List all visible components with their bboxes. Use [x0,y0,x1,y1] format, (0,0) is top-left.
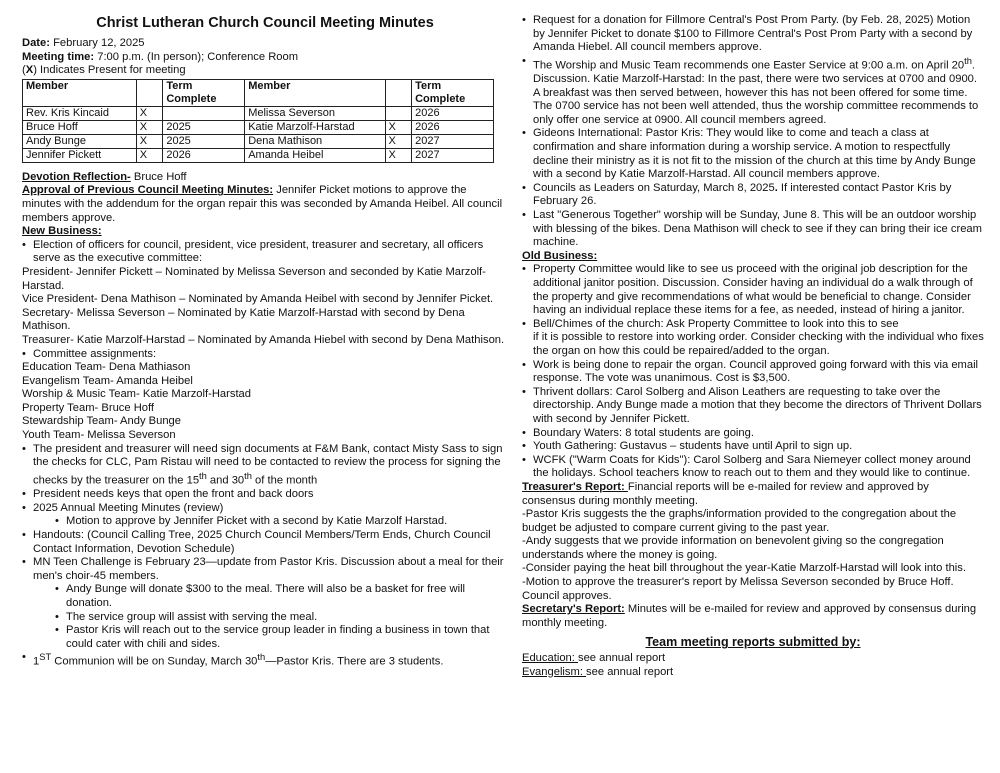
table-header: Member [245,79,385,106]
table-cell: X [136,120,163,134]
service-group-item: • The service group will assist with serving the meal. [22,611,508,625]
bell-chimes-continued: if it is possible to restore into working order. Consider checking with the individual who fixes the organ on how this could be repaired/added to the organ. [533,331,984,357]
generous-together-item: • Last "Generous Together" worship will be Sunday, June 8. This will be an outdoor worship with blessing of the bikes. Dena Mathison will check to see if they can bring their ice cream machine. [522,209,984,250]
election-item: • Election of officers for council, president, vice president, treasurer and secretary, all officers serve as the executive committee: [22,239,508,266]
team-assignment: Youth Team- Melissa Severson [22,429,176,442]
table-cell: 2026 [163,148,245,162]
handouts-item: • Handouts: (Council Calling Tree, 2025 Church Council Members/Term Ends, Church Council Contact Information, Devotion Schedule) [22,529,508,556]
treasurer-note: -Andy suggests that we provide information on benevolent giving so the congregation understands where the money is going. [522,535,944,561]
education-report: Education: see annual report [522,652,666,665]
treasurer-note: -Pastor Kris suggests the the graphs/information provided to the congregation about the budget be adjusted to compare current giving to the past year. [522,508,957,534]
meeting-time: Meeting time: 7:00 p.m. (In person); Conference Room [22,50,299,63]
annual-motion-item: • Motion to approve by Jennifer Picket with a second by Katie Marzolf Harstad. [22,515,508,529]
mn-teen-challenge-item: • MN Teen Challenge is February 23—update from Pastor Kris. Discussion about a meal for their men's choir-45 members. [22,556,508,583]
table-cell: 2025 [163,134,245,148]
team-assignment: Worship & Music Team- Katie Marzolf-Harstad [22,388,251,401]
table-cell: Dena Mathison [245,134,385,148]
table-cell: X [385,148,412,162]
table-cell: Jennifer Pickett [23,148,137,162]
treasurer-note: -Motion to approve the treasurer's report by Melissa Severson seconded by Bruce Hoff. Council approves. [522,576,954,602]
table-cell: Amanda Heibel [245,148,385,162]
thrivent-item: • Thrivent dollars: Carol Solberg and Alison Leathers are requesting to take over the directorship. Andy Bunge made a motion that they become the directors of Thrivent Dollars with second by Jennifer Pickett. [522,386,984,427]
table-cell: X [385,134,412,148]
bank-signing-item: • The president and treasurer will need sign documents at F&M Bank, contact Misty Sass to sign the checks for CLC, Pam Ristau will need to be contacted to review the process for signing the checks by the treasurer on the 15th and 30th of the month [22,443,508,489]
property-committee-item: • Property Committee would like to see us proceed with the original job description for the additional janitor position. Discussion. Consider having an individual do a walk through of the property and give recommendations of what would be beneficial to change. Consider having an individual replace these items for a fee, as needed, instead of hiring a janitor. [522,263,984,317]
table-cell: 2025 [163,120,245,134]
annual-meeting-item: • 2025 Annual Meeting Minutes (review) [22,502,508,516]
andy-donation-item: • Andy Bunge will donate $300 to the meal. There will also be a basket for free will donation. [22,583,508,610]
table-cell: Melissa Severson [245,106,385,120]
table-cell: X [385,120,412,134]
approval-of-minutes: Approval of Previous Council Meeting Minutes: Jennifer Picket motions to approve the minutes with the addendum for the organ repair this was seconded by Amanda Heibel. All council members approve. [22,184,503,224]
table-cell: 2026 [412,120,494,134]
table-cell: Bruce Hoff [23,120,137,134]
post-prom-donation-item: • Request for a donation for Fillmore Central's Post Prom Party. (by Feb. 28, 2025) Motion by Jennifer Picket to donate $100 to Fillmore Central's Post Prom Party with a second by Amanda Hiebel. All council members approve. [522,14,984,55]
member-attendance-table [22,79,494,163]
table-row [23,134,494,148]
table-cell: 2027 [412,148,494,162]
right-column [522,14,984,679]
councils-as-leaders-item: • Councils as Leaders on Saturday, March 8, 2025. If interested contact Pastor Kris by February 26. [522,182,984,209]
table-cell: 2027 [412,134,494,148]
table-cell [163,106,245,120]
table-header [385,79,412,106]
table-cell: Andy Bunge [23,134,137,148]
table-cell: Rev. Kris Kincaid [23,106,137,120]
table-header-row [23,79,494,106]
table-row [23,120,494,134]
table-row [23,148,494,162]
team-assignment: Property Team- Bruce Hoff [22,401,155,414]
wcfk-item: • WCFK ("Warm Coats for Kids"): Carol Solberg and Sara Niemeyer collect money around the holidays. School teachers know to reach out to them and they would like to continue. [522,454,984,481]
president-nomination: President- Jennifer Pickett – Nominated by Melissa Severson and seconded by Katie Marzolf-Harstad. [22,265,486,292]
boundary-waters-item: • Boundary Waters: 8 total students are going. [522,427,984,441]
team-assignment: Education Team- Dena Mathiason [22,361,191,374]
table-header [136,79,163,106]
committee-assignments: • Committee assignments: [22,348,508,362]
table-row [23,106,494,120]
table-cell: X [136,106,163,120]
document-title: Christ Lutheran Church Council Meeting Minutes [96,15,434,31]
table-cell [385,106,412,120]
meeting-date: Date: February 12, 2025 [22,37,145,49]
pastor-outreach-item: • Pastor Kris will reach out to the service group leader in finding a business in town that could cater with chili and sides. [22,624,508,651]
table-cell: 2026 [412,106,494,120]
table-header: Member [23,79,137,106]
table-header: Term Complete [412,79,494,106]
treasurer-note: -Consider paying the heat bill throughout the year-Katie Marzolf-Harstad will look into this. [522,562,966,575]
devotion-reflection: Devotion Reflection- Bruce Hoff [22,170,187,183]
evangelism-report: Evangelism: see annual report [522,665,674,678]
table-cell: Katie Marzolf-Harstad [245,120,385,134]
table-cell: X [136,134,163,148]
bell-chimes-item: • Bell/Chimes of the church: Ask Property Committee to look into this to see [522,318,984,332]
easter-service-item: • The Worship and Music Team recommends one Easter Service at 9:00 a.m. on April 20th. Discussion. Katie Marzolf-Harstad: In the past, there were two services at 0700 and 0900. A breakfast was then served between, however this has not been offered for some time. The 0700 service has not been well attended, thus the worship committee recommends to only offer one service at 0900. All council members agreed. [522,55,984,128]
team-assignment: Evangelism Team- Amanda Heibel [22,374,193,387]
secretary-report: Secretary's Report: Minutes will be e-mailed for review and approved by consensus during monthly meeting. [522,603,977,629]
organ-repair-item: • Work is being done to repair the organ. Council approved going forward with this via email response. The vote was unanimous. Cost is $3,500. [522,359,984,386]
keys-item: • President needs keys that open the front and back doors [22,488,508,502]
treasurer-nomination: Treasurer- Katie Marzolf-Harstad – Nominated by Amanda Hiebel with second by Dena Mathison. [22,333,505,346]
left-column [22,14,508,670]
vice-president-nomination: Vice President- Dena Mathison – Nominated by Amanda Heibel with second by Jennifer Picket. [22,293,494,306]
secretary-nomination: Secretary- Melissa Severson – Nominated by Katie Marzolf-Harstad with second by Dena Mathison. [22,306,465,333]
gideons-item: • Gideons International: Pastor Kris: They would like to come and teach a class at confirmation and share information during a worship service. A motion to respectfully decline their ministry as it is not fit to the mission of the church at this time by Andy Bunge with a second by Katie Marzolf-Harstad. All council members approve. [522,127,984,181]
youth-gathering-item: • Youth Gathering: Gustavus – students have until April to sign up. [522,440,984,454]
table-cell: X [136,148,163,162]
treasurer-report: Treasurer's Report: Financial reports will be e-mailed for review and approved by consensus during monthly meeting. [522,480,929,507]
communion-item: • 1ST Communion will be on Sunday, March 30th—Pastor Kris. There are 3 students. [22,651,508,669]
new-business-heading: New Business: [22,225,102,238]
team-assignment: Stewardship Team- Andy Bunge [22,415,181,428]
present-note: (X) Indicates Present for meeting [22,64,186,77]
table-header: Term Complete [163,79,245,106]
team-reports-heading: Team meeting reports submitted by: [645,635,861,650]
old-business-heading: Old Business: [522,249,598,262]
